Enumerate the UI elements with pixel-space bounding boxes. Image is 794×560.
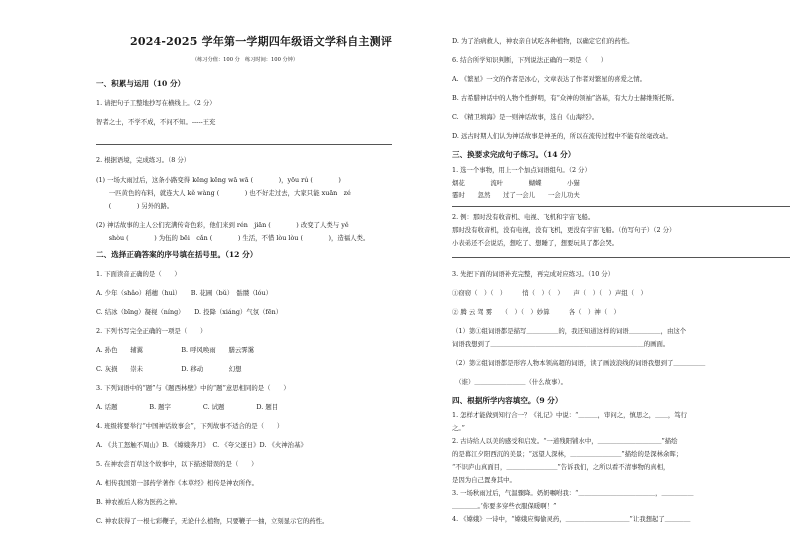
- choice-option-b: B. 古希腊神话中的人物个性鲜明，有“众神的领袖”洛基，有大力士赫维斯托斯。: [452, 94, 679, 102]
- choice-options: C. 灰损 崇未 D. 移动 幻想: [96, 365, 242, 373]
- section-1-title: 一、积累与运用（10 分）: [96, 79, 186, 88]
- question-2-part-1-line: ( ) 另外的路。: [96, 202, 174, 210]
- choice-question-2: 2. 下列书写完全正确的一项是（ ）: [96, 327, 207, 335]
- page-title: 2024-2025 学年第一学期四年级语文学科自主测评: [130, 35, 393, 48]
- word-list-things: 烟花 流叶 蝴蝶 小猫: [452, 179, 580, 187]
- choice-option-c: C. 神农获得了一根七彩鞭子，无论什么植物，只要鞭子一抽，立刻显示它的药性。: [96, 517, 329, 525]
- choice-option-c: C. 《精卫填海》是一则神话故事，选自《山海经》。: [452, 113, 599, 121]
- choice-question-3: 3. 下列词语中的“题”与《题西林壁》中的“题”意思相同的是（ ）: [96, 384, 290, 392]
- section-3-title: 三、换要求完成句子练习。（14 分）: [452, 150, 576, 159]
- question-2: 2. 根据语境，完成练习。（8 分）: [96, 156, 191, 164]
- question-2-part-2-line: shòu ( ) 为伍的 bēi cǎn ( ) 生活，不惜 lòu lòu ( )，造福人类。: [96, 234, 370, 242]
- question-2-part-2-line: (2) 神话故事的主人公们充满传奇色彩，他们来到 rén jiān ( ) 改变了人类与 yě: [96, 221, 349, 229]
- question-2-part-1-line: 一匹黄色的布料，就连大人 kě wàng ( ) 也不好走过去，大家只能 xuān zé: [96, 189, 351, 197]
- word-fill-row-1: ①窃窃（ ）（ ） 悄（ ）（ ） 声（ ）（ ）声组（ ）: [452, 289, 647, 297]
- choice-option-a: A. 《繁星》一文的作者是冰心，文章表达了作者对繁星的喜爱之情。: [452, 75, 647, 83]
- word-fill-question-1-cont: 词语我想到了＿＿＿＿＿＿＿＿＿＿＿＿＿＿＿＿＿＿＿＿＿＿＿＿的画面。: [452, 340, 670, 348]
- fill-question-2: 2. 古诗给人以美的感受和启发。“一道残阳铺水中，＿＿＿＿＿＿＿＿＿＿”描绘: [452, 437, 678, 445]
- question-1: 1. 请把句子工整地抄写在横线上。（2 分）: [96, 99, 216, 107]
- section-4-title: 四、根据所学内容填空。（9 分）: [452, 396, 563, 405]
- fill-question-3-cont: ＿＿＿＿。’你要多穿些衣服保暖啊！”: [452, 502, 557, 510]
- sentence-prompt: 小表弟还不会说话，想吃了、想睡了，想要玩具了都会哭。: [452, 239, 619, 247]
- choice-options: A. 少年（shǎo）稻穗（huì） B. 花圃（bǔ） 骷髅（lóu）: [96, 289, 273, 297]
- fill-question-3: 3. 一场秋雨过后，气温骤降。奶奶嘱咐我：“＿＿＿＿＿＿＿＿＿＿＿＿，＿＿＿＿＿: [452, 489, 694, 497]
- choice-question-6: 6. 结合所学知识判断，下列说法正确的一项是（ ）: [452, 56, 608, 64]
- choice-option-b: B. 神农被后人称为医药之神。: [96, 498, 182, 506]
- choice-option-a: A. 相传我国第一部药学著作《本草经》相传是神农所作。: [96, 479, 259, 487]
- sentence-question-3: 3. 先把下面的词语补充完整，再完成对应练习。（10 分）: [452, 270, 615, 278]
- fill-question-2-cont: “不识庐山真面目，＿＿＿＿＿＿＿＿”告诉我们，之所以看不清事物的真相，: [452, 463, 670, 471]
- choice-question-4: 4. 班级将要举行“中国神话故事会”，下列故事不适合的是（ ）: [96, 422, 284, 430]
- fill-question-1-cont: 之。”: [452, 424, 465, 432]
- question-1-quote: 智者之士，不学不成，不问不知。-----王充: [96, 118, 216, 126]
- choice-question-1: 1. 下面读音正确的是（ ）: [96, 270, 181, 278]
- page-subtitle: （练习分值：100 分 练习时间：100 分钟）: [192, 57, 299, 63]
- sentence-question-1: 1. 选一个事物，用上一个加点词语组句。（2 分）: [452, 166, 591, 174]
- choice-options: A. 孙色 辅翼 B. 呼风唤雨 膳云霁霭: [96, 346, 255, 354]
- word-list-time: 霎时 忽然 过了一会儿 一会儿功夫: [452, 191, 580, 199]
- choice-question-5: 5. 在神农尝百草这个故事中，以下描述错误的是（ ）: [96, 460, 258, 468]
- fill-question-4: 4. 《嫦娥》一诗中，“嫦娥应悔偷灵药，＿＿＿＿＿＿＿＿＿＿”让我想起了＿＿＿＿: [452, 515, 691, 523]
- answer-line[interactable]: [452, 206, 790, 207]
- answer-line[interactable]: [96, 144, 392, 145]
- word-fill-question-2: （2）第②组词语都是形容人物本领高超的词语，读了画波浪线的词语我想到了＿＿＿＿＿: [452, 359, 706, 367]
- sentence-question-2: 2. 例：那时没有收音机、电视、飞机和宇宙飞船。: [452, 213, 595, 221]
- question-2-part-1-line: (1) 一场大雨过后，这条小路变得 kēng kēng wā wā ( )，yōu rú ( ): [96, 176, 341, 184]
- sentence-example: 那时没有收音机，没有电视，没有飞机，更没有宇宙飞船。（仿写句子）（2 分）: [452, 226, 676, 234]
- choice-option-d: D. 为了治病救人，神农亲自试吃各种植物，以确定它们的药性。: [452, 37, 634, 45]
- word-fill-row-2: ② 腾 云 驾 雾 （ ）（ ）妙算 各（ ）神（ ）: [452, 308, 620, 316]
- choice-options: A. 话题 B. 题字 C. 试题 D. 题目: [96, 403, 279, 411]
- fill-question-2-cont: 的是暮江夕阳西沉的美景；“远望人深林，＿＿＿＿＿＿＿＿”描绘的是深林余晖；: [452, 450, 683, 458]
- fill-question-2-cont: 是因为自己置身其中。: [452, 476, 516, 484]
- choice-options: A. 《共工怒触不周山》B. 《嫦娥奔月》 C. 《夸父逐日》D. 《火神治基》: [96, 441, 307, 449]
- word-fill-question-1: （1）第①组词语都是描写＿＿＿＿＿的，我还知道这样的词语＿＿＿＿＿，由这个: [452, 327, 687, 335]
- choice-option-d: D. 远古时期人们认为神话故事是神圣的，所以在流传过程中不能有丝毫改动。: [452, 132, 672, 140]
- section-2-title: 二、选择正确答案的序号填在括号里。（12 分）: [96, 250, 258, 259]
- word-fill-question-2-cont: （谁）＿＿＿＿＿＿＿＿（什么故事）。: [452, 378, 568, 386]
- choice-options: C. 结冰（bīng）凝视（níng） D. 投降（xiáng）气氛（fēn）: [96, 308, 283, 316]
- fill-question-1: 1. 怎样才能做到知行合一？《礼记》中说：“＿＿＿，审问之，慎思之，＿＿，笃行: [452, 411, 688, 419]
- answer-line[interactable]: [452, 257, 790, 258]
